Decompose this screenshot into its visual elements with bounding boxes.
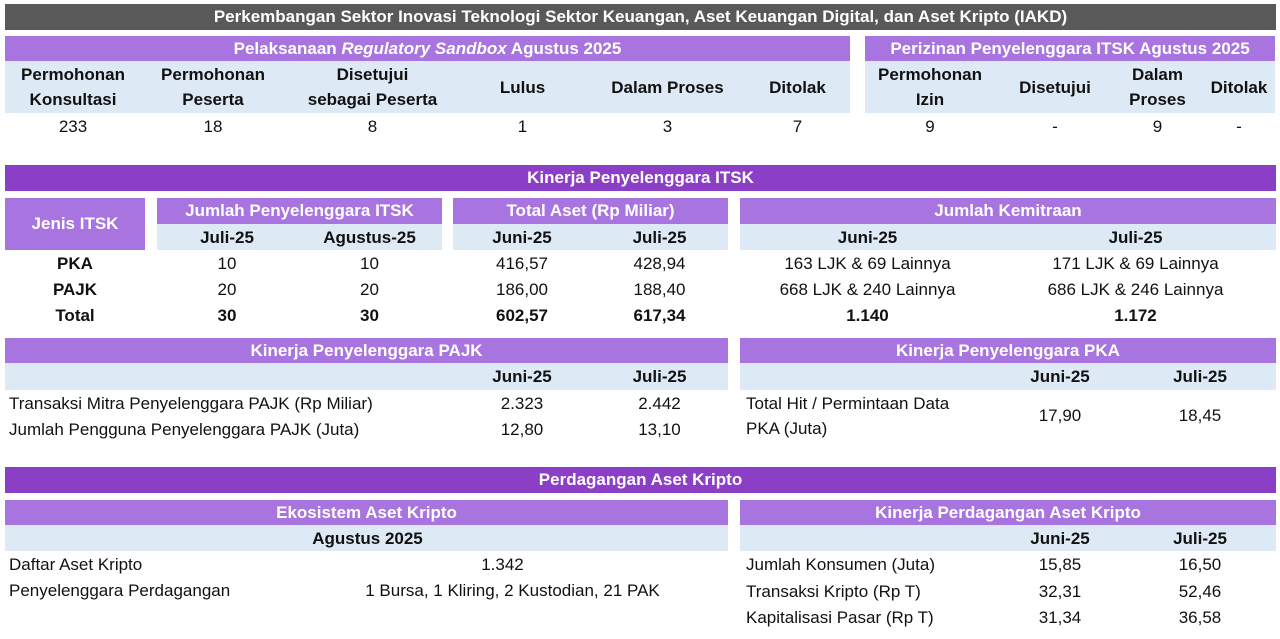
- pajk-row-pengguna-v2: 13,10: [638, 420, 681, 439]
- kinerja-kripto-col-juni: Juni-25: [1030, 529, 1090, 548]
- sandbox-header-ditolak: Ditolak: [769, 77, 826, 97]
- perizinan-value-ditolak: -: [1236, 117, 1242, 136]
- pka-row-v2: 18,45: [1178, 406, 1222, 425]
- kripto-row-kapitalisasi-label: Kapitalisasi Pasar (Rp T): [746, 608, 934, 627]
- itsk-row-pka-k2: 171 LJK & 69 Lainnya: [1052, 254, 1219, 273]
- itsk-row-pajk-a1: 186,00: [496, 280, 548, 299]
- itsk-row-pka-j2: 10: [360, 254, 379, 273]
- ekosistem-row-penyelenggara-value: 1 Bursa, 1 Kliring, 2 Kustodian, 21 PAK: [365, 581, 660, 600]
- pajk-row-pengguna-v1: 12,80: [500, 420, 544, 439]
- page-title: Perkembangan Sektor Inovasi Teknologi Sektor Keuangan, Aset Keuangan Digital, dan Aset Kripto (IAKD): [5, 4, 1276, 30]
- sandbox-value-konsultasi: 233: [58, 117, 88, 136]
- sandbox-value-lulus: 1: [517, 117, 528, 136]
- itsk-row-pka-k1: 163 LJK & 69 Lainnya: [784, 254, 951, 273]
- perizinan-header-ditolak: Ditolak: [1210, 77, 1268, 97]
- itsk-row-total-j1: 30: [217, 306, 237, 325]
- jumlah-col-agustus: Agustus-25: [323, 228, 416, 247]
- jumlah-col-juli: Juli-25: [200, 228, 254, 247]
- itsk-row-pajk-jenis: PAJK: [52, 280, 98, 299]
- itsk-row-total-j2: 30: [360, 306, 379, 325]
- kripto-row-transaksi-label: Transaksi Kripto (Rp T): [746, 582, 921, 601]
- kripto-row-konsumen-v2: 16,50: [1178, 555, 1222, 574]
- itsk-row-total-k2: 1.172: [1114, 306, 1157, 325]
- kripto-row-konsumen-label: Jumlah Konsumen (Juta): [746, 555, 935, 574]
- jumlah-kemitraan-header: Jumlah Kemitraan: [740, 198, 1276, 224]
- perizinan-header-disetujui: Disetujui: [1019, 77, 1091, 97]
- ekosistem-row-daftar-value: 1.342: [481, 555, 524, 574]
- perizinan-header-proses: Dalam Proses: [1129, 65, 1186, 109]
- sandbox-header-konsultasi: Permohonan Konsultasi: [21, 65, 125, 109]
- sandbox-header-proses: Dalam Proses: [611, 77, 724, 97]
- ekosistem-row-daftar-label: Daftar Aset Kripto: [9, 555, 143, 574]
- itsk-row-pajk-j1: 20: [217, 280, 237, 299]
- itsk-row-pka-a2: 428,94: [633, 254, 686, 273]
- aset-col-juni: Juni-25: [492, 228, 552, 247]
- pajk-title: Kinerja Penyelenggara PAJK: [5, 338, 728, 363]
- sandbox-header-lulus: Lulus: [499, 77, 546, 97]
- itsk-row-pajk-k1: 668 LJK & 240 Lainnya: [779, 280, 956, 299]
- itsk-row-total-k1: 1.140: [846, 306, 889, 325]
- itsk-row-pka-a1: 416,57: [496, 254, 548, 273]
- jenis-itsk-header: Jenis ITSK: [5, 198, 145, 250]
- itsk-row-total-a2: 617,34: [633, 306, 686, 325]
- pka-title: Kinerja Penyelenggara PKA: [740, 338, 1276, 363]
- perizinan-header-izin: Permohonan Izin: [878, 65, 982, 109]
- pajk-row-pengguna-label: Jumlah Pengguna Penyelenggara PAJK (Juta): [9, 420, 360, 439]
- ekosistem-title: Ekosistem Aset Kripto: [5, 500, 728, 525]
- ekosistem-row-penyelenggara-label: Penyelenggara Perdagangan: [9, 581, 231, 600]
- pka-col-juni: Juni-25: [1030, 367, 1090, 386]
- pka-col-juli: Juli-25: [1173, 367, 1227, 386]
- kemitraan-col-juli: Juli-25: [1108, 228, 1163, 247]
- itsk-row-total-jenis: Total: [55, 306, 95, 325]
- kemitraan-col-juni: Juni-25: [837, 228, 898, 247]
- sandbox-value-peserta: 18: [203, 117, 223, 136]
- pka-row-label: Total Hit / Permintaan Data PKA (Juta): [746, 394, 950, 438]
- itsk-row-pajk-j2: 20: [360, 280, 379, 299]
- pajk-row-transaksi-v2: 2.442: [638, 394, 681, 413]
- pajk-row-transaksi-v1: 2.323: [500, 394, 544, 413]
- sandbox-title-italic: Regulatory Sandbox: [341, 39, 507, 58]
- itsk-row-pka-j1: 10: [217, 254, 237, 273]
- total-aset-header: Total Aset (Rp Miliar): [453, 198, 728, 224]
- itsk-row-total-a1: 602,57: [496, 306, 548, 325]
- pajk-col-juni: Juni-25: [492, 367, 552, 386]
- pajk-row-transaksi-label: Transaksi Mitra Penyelenggara PAJK (Rp Miliar): [9, 394, 373, 413]
- sandbox-header-disetujui: Disetujui sebagai Peserta: [307, 65, 438, 109]
- sandbox-title-suffix: Agustus 2025: [510, 39, 622, 58]
- sandbox-title-prefix: Pelaksanaan: [233, 39, 337, 58]
- perizinan-value-proses: 9: [1152, 117, 1163, 136]
- kinerja-itsk-title: Kinerja Penyelenggara ITSK: [5, 165, 1276, 191]
- perizinan-value-disetujui: -: [1052, 117, 1058, 136]
- ekosistem-col-agustus: Agustus 2025: [312, 529, 423, 548]
- perizinan-value-izin: 9: [925, 117, 935, 136]
- sandbox-value-disetujui: 8: [367, 117, 378, 136]
- pajk-col-juli: Juli-25: [632, 367, 687, 386]
- sandbox-title: [5, 36, 850, 61]
- sandbox-header-peserta: Permohonan Peserta: [161, 65, 265, 109]
- kripto-row-kapitalisasi-v1: 31,34: [1038, 608, 1082, 627]
- kripto-row-transaksi-v1: 32,31: [1038, 582, 1082, 601]
- pka-row-v1: 17,90: [1038, 406, 1082, 425]
- sandbox-value-proses: 3: [662, 117, 673, 136]
- itsk-row-pajk-k2: 686 LJK & 246 Lainnya: [1047, 280, 1224, 299]
- itsk-row-pajk-a2: 188,40: [633, 280, 686, 299]
- kripto-row-transaksi-v2: 52,46: [1178, 582, 1222, 601]
- perizinan-title: Perizinan Penyelenggara ITSK Agustus 2025: [865, 36, 1275, 61]
- kinerja-kripto-col-juli: Juli-25: [1173, 529, 1227, 548]
- kripto-row-kapitalisasi-v2: 36,58: [1178, 608, 1222, 627]
- sandbox-value-ditolak: 7: [792, 117, 803, 136]
- kripto-row-konsumen-v1: 15,85: [1038, 555, 1082, 574]
- kripto-title: Perdagangan Aset Kripto: [5, 467, 1276, 493]
- itsk-row-pka-jenis: PKA: [57, 254, 93, 273]
- jumlah-penyelenggara-header: Jumlah Penyelenggara ITSK: [157, 198, 442, 224]
- kinerja-kripto-title: Kinerja Perdagangan Aset Kripto: [740, 500, 1276, 525]
- aset-col-juli: Juli-25: [632, 228, 687, 247]
